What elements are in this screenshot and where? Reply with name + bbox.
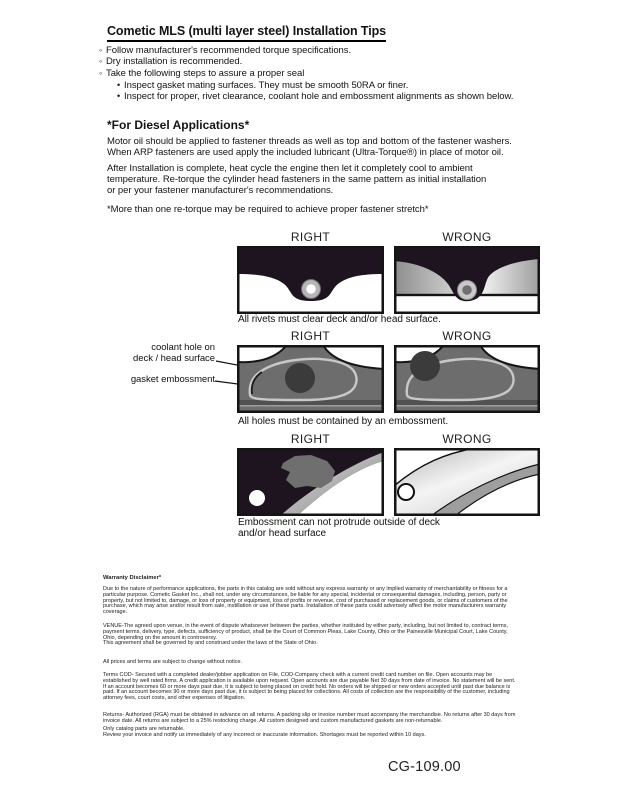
paragraph-line: When ARP fasteners are used apply the included lubricant (Ultra-Torque®) in place of motor oil. xyxy=(107,147,504,159)
rivets-caption: All rivets must clear deck and/or head surface. xyxy=(238,314,441,325)
sub-tip-item xyxy=(117,91,513,102)
diesel-applications-heading: *For Diesel Applications* xyxy=(107,118,250,132)
paragraph-line: After Installation is complete, heat cycle the engine then let it completely cool to ambient xyxy=(107,163,473,174)
diesel-paragraph-2 xyxy=(107,163,486,197)
tip-item xyxy=(99,56,351,67)
tip-item xyxy=(99,68,351,79)
warranty-disclaimer-heading: Warranty Disclaimer* xyxy=(103,575,162,581)
right-label: RIGHT xyxy=(290,329,331,343)
hole-embossment-wrong-diagram xyxy=(394,345,540,413)
hole-embossment-right-diagram xyxy=(237,345,384,413)
wrong-label: WRONG xyxy=(442,432,492,446)
bolt-hole-icon xyxy=(249,490,265,506)
diagram-right-column xyxy=(237,329,384,413)
wrong-label: WRONG xyxy=(442,230,492,244)
warranty-paragraph: Due to the nature of performance applications, the parts in this catalog are sold without any express warranty or any implied warranty of merchantability or fitness for a particular purpose. Cometic Gasket Inc., shall not, under any circumstances, be liable for any special, incidental or consequential damages, including, person, party or property, but not limited to, damage, or loss of property or equipment, loss of profits or revenue, cost of purchased or replacement goods, or claims of customers of the purchase, which may arise and/or result from sale, instillation or use of these parts. Installation of these parts could adversely affect the motor manufacturers warranty coverage. xyxy=(103,586,508,616)
tip-text: Take the following steps to assure a proper seal xyxy=(106,67,305,79)
rivet-clearance-wrong-diagram xyxy=(394,246,540,314)
prices-line: All prices and terms are subject to change without notice. xyxy=(103,659,243,665)
wrong-label: WRONG xyxy=(442,329,492,343)
paragraph-line: Motor oil should be applied to fastener threads as well as top and bottom of the fastener washers. xyxy=(107,136,512,147)
tip-text: Dry installation is recommended. xyxy=(106,56,243,68)
sub-tip-item xyxy=(117,80,513,91)
rivet-clearance-right-diagram xyxy=(237,246,384,314)
bullet-marker: • xyxy=(117,80,121,90)
protrusion-caption: Embossment can not protrude outside of deck and/or head surface xyxy=(238,517,440,539)
diagram-row-protrusion xyxy=(237,432,540,516)
tip-item xyxy=(99,45,351,56)
tip-text: Follow manufacturer's recommended torque specifications. xyxy=(106,45,352,56)
protrusion-wrong-diagram xyxy=(394,448,540,516)
review-invoice-line: Review your invoice and notify us immediately of any incorrect or inaccurate information. Shortages must be reported within 10 days. xyxy=(103,732,426,738)
coolant-hole-annotation: coolant hole on deck / head surface xyxy=(133,342,215,364)
coolant-hole-icon xyxy=(285,363,315,393)
holes-caption: All holes must be contained by an embossment. xyxy=(238,416,449,427)
terms-paragraph: Terms COD- Secured with a completed dealer/jobber application on File, COD-Company check with a current credit card number on file. Open accounts may be established by well rated firms. A credit application is available upon request. Open accounts are due payable Net 30 days from date of invoice. No statement will be sent. If an account becomes 60 or more days past due, it is subject to being placed on credit hold. No orders will be shipped or new orders accepted until past due balance is paid. If an account becomes 90 or more days past due, it is subject to being placed for collections. All costs of collection are the responsibility of the customer, including attorney fees, court costs, and other expenses of litigation. xyxy=(103,672,516,702)
sub-tips-list xyxy=(117,80,513,103)
paragraph-line: or per your fastener manufacturer's recommendations. xyxy=(107,185,334,197)
tip-text: Inspect gasket mating surfaces. They must be smooth 50RA or finer. xyxy=(124,80,409,91)
diesel-paragraph-1 xyxy=(107,136,512,158)
diagram-wrong-column xyxy=(394,230,540,314)
protrusion-right-diagram xyxy=(237,448,384,516)
gasket-embossment-annotation: gasket embossment xyxy=(130,374,215,385)
retorque-note: *More than one re-torque may be required to achieve proper fastener stretch* xyxy=(107,204,429,215)
bullet-marker: ◦ xyxy=(99,45,103,55)
right-label: RIGHT xyxy=(290,432,331,446)
paragraph-line: temperature. Re-torque the cylinder head fasteners in the same pattern as initial installation xyxy=(107,174,487,186)
returns-paragraph: Returns- Authorized (RGA) must be obtained in advance on all returns. A packing slip or invoice number must accompany the merchandise. No returns after 30 days from invoice date. All returns are subject to a 25% restocking charge. All custom designed and custom manufactured gaskets are non-returnable. xyxy=(103,712,516,724)
diagram-wrong-column xyxy=(394,432,540,516)
bullet-marker: ◦ xyxy=(99,56,103,67)
tip-text: Inspect for proper, rivet clearance, coolant hole and embossment alignments as shown below. xyxy=(124,91,514,103)
page-number: CG-109.00 xyxy=(388,759,461,775)
coolant-hole-icon xyxy=(410,351,440,381)
governing-law-line: This agreement shall be governed by and construed under the laws of the State of Ohio. xyxy=(103,640,318,646)
diagram-right-column xyxy=(237,432,384,516)
bolt-hole-icon xyxy=(398,484,414,500)
diagram-right-column xyxy=(237,230,384,314)
page-title: Cometic MLS (multi layer steel) Installation Tips xyxy=(107,24,386,42)
bullet-marker: ◦ xyxy=(99,67,103,78)
diagram-row-rivets xyxy=(237,230,540,314)
venue-paragraph: VENUE-The agreed upon venue, in the event of dispute whatsoever between the parties, whether instituted by either party, including, but not limited to, contract terms, payment terms, delivery, type, defects, sufficiency of product, shall be the Court of Common Pleas, Lake County, Ohio or the Painesville Municipal Court, Lake County, Ohio, depending on the amount in controversy. xyxy=(103,623,508,641)
returnable-line: Only catalog parts are returnable. xyxy=(103,726,185,732)
bullet-marker: • xyxy=(117,91,121,102)
tips-list xyxy=(99,45,351,79)
diagram-row-holes xyxy=(237,329,540,413)
right-label: RIGHT xyxy=(290,230,331,244)
diagram-wrong-column xyxy=(394,329,540,413)
